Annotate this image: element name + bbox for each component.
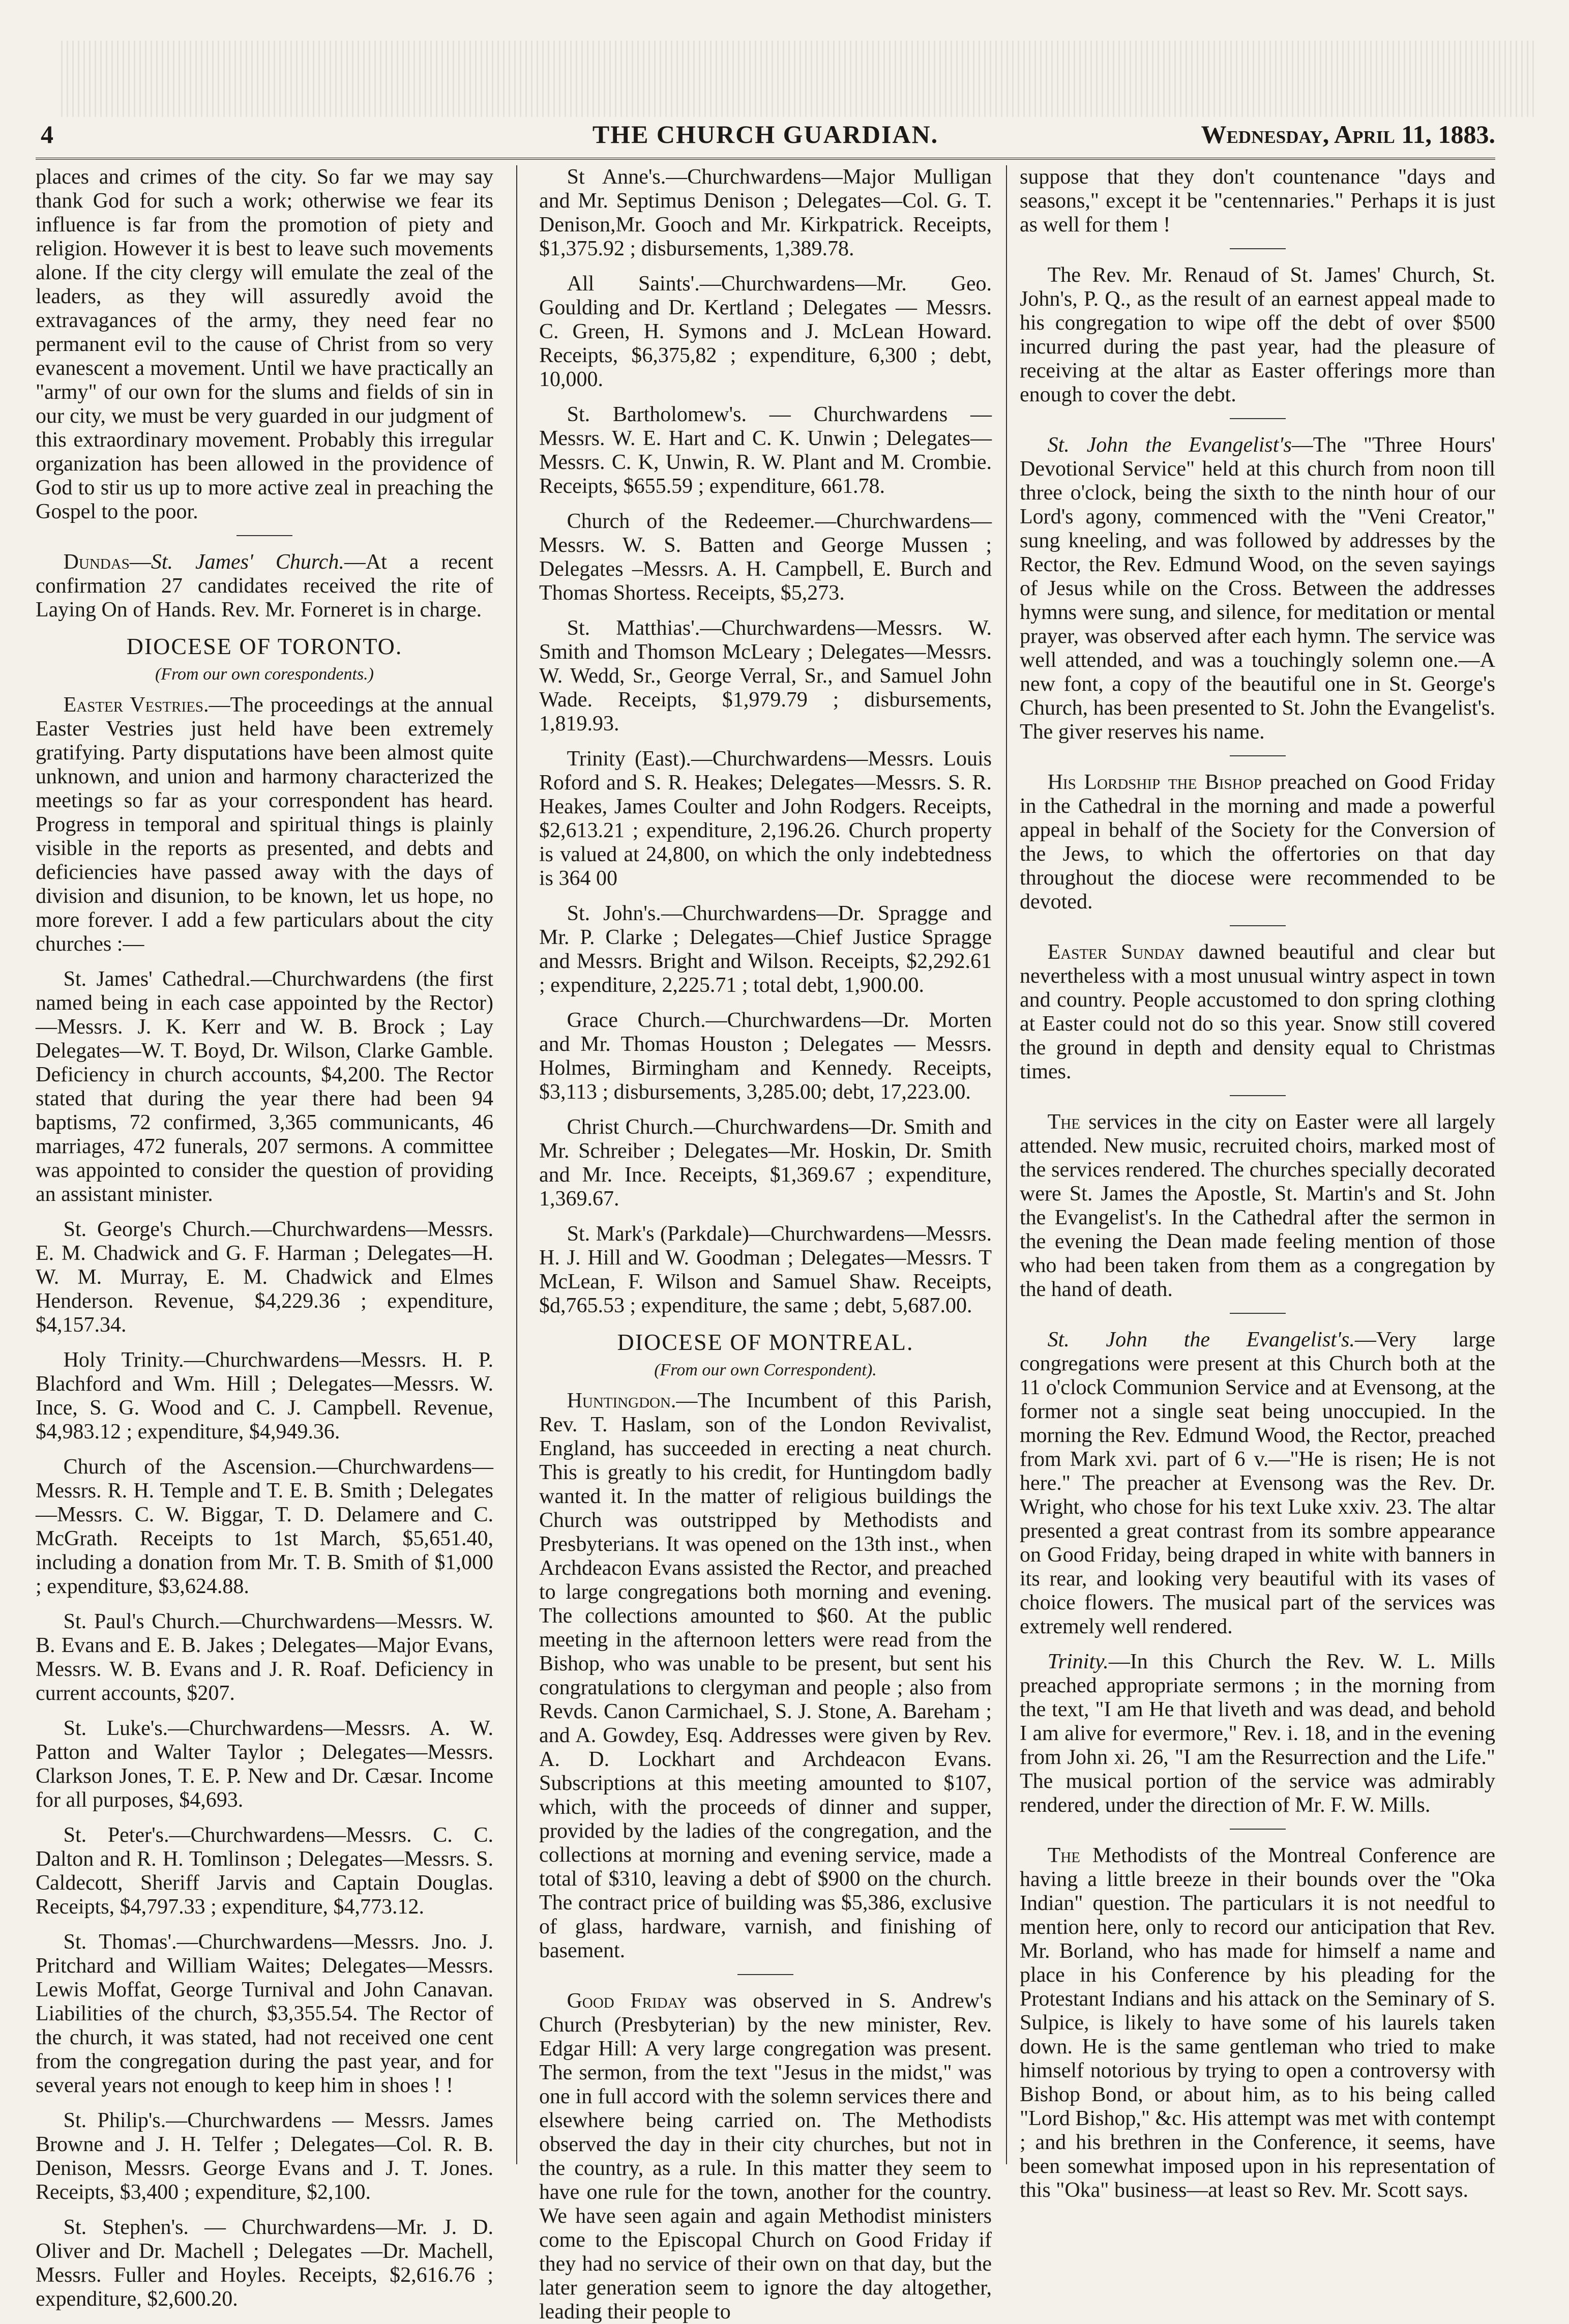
paragraph-three-hours <box>1020 433 1495 744</box>
paragraph-trinity <box>1020 1650 1495 1817</box>
paragraph: St. Stephen's. — Churchwardens—Mr. J. D. Oliver and Dr. Machell ; Delegates —Dr. Machell, Messrs. Fuller and Hoyles. Receipts, $2,616.76 ; expenditure, $2,600.20. <box>36 2216 493 2311</box>
lead-in: Trinity. <box>1047 1650 1109 1673</box>
scan-noise <box>61 41 1536 117</box>
column-divider <box>1006 165 1007 2164</box>
paragraph-easter-vestries <box>36 693 493 956</box>
column-2 <box>539 165 992 2323</box>
paragraph: Church of the Ascension.—Churchwardens—Messrs. R. H. Temple and T. E. B. Smith ; Delegates—Messrs. C. W. Biggar, T. D. Delamere and C. McGrath. Receipts to 1st March, $5,651.40, including a donation from Mr. T. B. Smith of $1,000 ; expenditure, $3,624.88. <box>36 1455 493 1598</box>
paragraph: places and crimes of the city. So far we may say thank God for such a work; otherwise we fear its influence is far from the promotion of piety and religion. However it is best to leave such movements alone. If the city clergy will emulate the zeal of the leaders, as they will assuredly avoid the extravagances of the army, they need fear no permanent evil to the cause of Christ from so very evanescent a movement. Until we have practically an "army" of our own for the slums and fields of sin in our city, we must be very guarded in our judgment of this extraordinary movement. Probably this irregular organization has been allowed in the providence of God to stir us up to more active zeal in preaching the Gospel to the poor. <box>36 165 493 523</box>
paragraph: St. Luke's.—Churchwardens—Messrs. A. W. Patton and Walter Taylor ; Delegates—Messrs. Clarkson Jones, T. E. P. New and Dr. Cæsar. Income for all purposes, $4,693. <box>36 1717 493 1812</box>
newspaper-title: THE CHURCH GUARDIAN. <box>592 120 939 149</box>
separator <box>1230 248 1286 249</box>
paragraph-text: Methodists of the Montreal Conference are having a little breeze in their bounds over the "Oka Indian" question. The particulars it is not needful to mention here, only to record our anticipation that Rev. Mr. Borland, who has made for himself a name and place in his Conference by his pleading for the Protestant Indians and his attack on the Seminary of S. Sulpice, is likely to have some of his laurels taken down. He is the same gentleman who tried to make himself notorious by trying to open a controversy with Bishop Bond, or about him, as to his being called "Lord Bishop," &c. His attempt was met with contempt ; and his brethren in the Conference, it seems, have been somewhat imposed upon in his representation of this "Oka" business—at least so Rev. Mr. Scott says. <box>1020 1844 1495 2202</box>
lead-in: Easter Sunday <box>1047 940 1185 964</box>
separator <box>1230 1095 1286 1096</box>
paragraph: St. Thomas'.—Churchwardens—Messrs. Jno. J. Pritchard and William Waites; Delegates—Messrs. Lewis Moffat, George Turnival and John Canavan. Liabilities of the church, $3,355.54. The Rector of the church, it was stated, had not received one cent from the congregation during the past year, and for several years not enough to keep him in shoes ! ! <box>36 1930 493 2097</box>
paragraph: The Rev. Mr. Renaud of St. James' Church, St. John's, P. Q., as the result of an earnest appeal made to his congregation to wipe off the debt of over $500 incurred during the past year, had the pleasure of receiving at the altar as Easter offerings more than enough to cover the debt. <box>1020 263 1495 406</box>
paragraph-text: dawned beautiful and clear but nevertheless with a most unusual wintry aspect in town and country. People accustomed to don spring clothing at Easter could not do so this year. Snow still covered the ground in depth and density equal to Christmas times. <box>1020 940 1495 1083</box>
column-divider <box>516 165 517 2164</box>
paragraph-text: —Very large congregations were present at this Church both at the 11 o'clock Communion Service and at Evensong, at the former not a single seat being unoccupied. In the morning the Rev. Edmund Wood, the Rector, preached from Mark xvi. part of 6 v.—"He is risen; He is not here." The preacher at Evensong was the Rev. Dr. Wright, who chose for his text Luke xxiv. 23. The altar presented a great contrast from its sombre appearance on Good Friday, being draped in white with banners in its rear, and looking very beautiful with its vases of choice flowers. The musical part of the services was extremely well rendered. <box>1020 1328 1495 1638</box>
paragraph-huntingdon <box>539 1389 992 1963</box>
paragraph: St. Bartholomew's. — Churchwardens — Messrs. W. E. Hart and C. K. Unwin ; Delegates—Messrs. C. K, Unwin, R. W. Plant and M. Crombie. Receipts, $655.59 ; expenditure, 661.78. <box>539 403 992 498</box>
issue-date: Wednesday, April 11, 1883. <box>1201 120 1495 149</box>
paragraph-evangelist <box>1020 1328 1495 1639</box>
section-heading: DIOCESE OF TORONTO. <box>126 633 403 659</box>
paragraph: St. Matthias'.—Churchwardens—Messrs. W. Smith and Thomson McLeary ; Delegates—Messrs. W. Wedd, Sr., George Verral, Sr., and Samuel John Wade. Receipts, $1,979.79 ; disbursements, 1,819.93. <box>539 616 992 736</box>
separator <box>236 535 292 536</box>
lead-in: Easter Vestries. <box>63 693 209 717</box>
separator <box>1230 418 1286 419</box>
paragraph: St. John's.—Churchwardens—Dr. Spragge and Mr. P. Clarke ; Delegates—Chief Justice Spragge and Messrs. Bright and Wilson. Receipts, $2,292.61 ; expenditure, 2,225.71 ; total debt, 1,900.00. <box>539 902 992 997</box>
lead-in: Good Friday <box>567 1989 688 2013</box>
lead-in: St. John the Evangelist's <box>1047 433 1292 457</box>
masthead <box>36 120 1495 155</box>
paragraph: St. Philip's.—Churchwardens — Messrs. James Browne and J. H. Telfer ; Delegates—Col. R. B. Denison, Messrs. George Evans and J. T. Jones. Receipts, $3,400 ; expenditure, $2,100. <box>36 2109 493 2204</box>
paragraph-text: preached on Good Friday in the Cathedral in the morning and made a powerful appeal in behalf of the Society for the Conversion of the Jews, to which the offertories on that day throughout the diocese were recommended to be devoted. <box>1020 771 1495 914</box>
separator <box>1230 755 1286 756</box>
paragraph-services <box>1020 1110 1495 1302</box>
section-heading: DIOCESE OF MONTREAL. <box>617 1329 914 1355</box>
paragraph-text: —The Incumbent of this Parish, Rev. T. Haslam, son of the London Revivalist, England, has succeeded in erecting a neat church. This is greatly to his credit, for Huntingdom badly wanted it. In the matter of religious buildings the Church was outstripped by Methodists and Presbyterians. It was opened on the 13th inst., when Archdeacon Evans assisted the Rector, and preached to large congregations both morning and evening. The collections amounted to $60. At the public meeting in the afternoon letters were read from the Bishop, who was unable to be present, but sent his congratulations to clergyman and people ; also from Revds. Canon Carmichael, S. J. Stone, A. Bareham ; and A. Gowdey, Esq. Addresses were given by Rev. A. D. Lockhart and Archdeacon Evans. Subscriptions at this meeting amounted to $107, which, with the proceeds of dinner and supper, provided by the ladies of the congregation, and the collections at morning and evening service, made a total of $310, leaving a debt of $900 on the church. The contract price of building was $5,386, exclusive of glass, hardware, varnish, and finishing of basement. <box>539 1389 992 1962</box>
lead-in: St. John the Evangelist's. <box>1047 1328 1355 1351</box>
paragraph: St. George's Church.—Churchwardens—Messrs. E. M. Chadwick and G. F. Harman ; Delegates—H. W. M. Murray, E. M. Chadwick and Elmes Henderson. Revenue, $4,229.36 ; expenditure, $4,157.34. <box>36 1218 493 1337</box>
separator <box>1230 1313 1286 1314</box>
header-rule <box>36 158 1495 160</box>
separator <box>1230 925 1286 926</box>
paragraph-text: was observed in S. Andrew's Church (Presbyterian) by the new minister, Rev. Edgar Hill: A very large congregation was present. The sermon, from the text "Jesus in the midst," was one in full accord with the solemn services there and elsewhere being carried on. The Methodists observed the day in their city churches, but not in the country, as a rule. In this matter they seem to have one rule for the town, another for the country. We have seen again and again Methodist ministers come to the Episcopal Church on Good Friday if they had no service of their own on that day, but the later generation seem to ignore the day altogether, leading their people to <box>539 1989 992 2323</box>
column-3 <box>1020 165 1495 2202</box>
paragraph: Christ Church.—Churchwardens—Dr. Smith and Mr. Schreiber ; Delegates—Mr. Hoskin, Dr. Smith and Mr. Ince. Receipts, $1,369.67 ; expenditure, 1,369.67. <box>539 1115 992 1211</box>
paragraph: Trinity (East).—Churchwardens—Messrs. Louis Roford and S. R. Heakes; Delegates—Messrs. S. R. Heakes, James Coulter and John Rodgers. Receipts, $2,613.21 ; expenditure, 2,196.26. Church property is valued at 24,800, on which the only indebtedness is 364 00 <box>539 747 992 890</box>
paragraph: St Anne's.—Churchwardens—Major Mulligan and Mr. Septimus Denison ; Delegates—Col. G. T. Denison,Mr. Gooch and Mr. Kirkpatrick. Receipts, $1,375.92 ; disbursements, 1,389.78. <box>539 165 992 260</box>
section-subheading: (From our own Correspondent). <box>654 1361 877 1379</box>
paragraph: Church of the Redeemer.—Churchwardens—Messrs. W. S. Batten and George Mussen ; Delegates –Messrs. A. H. Campbell, E. Burch and Thomas Shortess. Receipts, $5,273. <box>539 510 992 605</box>
paragraph-bishop <box>1020 771 1495 914</box>
church-name: St. James' Church. <box>151 550 344 574</box>
separator <box>737 1974 793 1975</box>
paragraph: St. Mark's (Parkdale)—Churchwardens—Messrs. H. J. Hill and W. Goodman ; Delegates—Messrs. T McLean, F. Wilson and Samuel Shaw. Receipts, $d,765.53 ; expenditure, the same ; debt, 5,687.00. <box>539 1222 992 1317</box>
paragraph-easter-sunday <box>1020 940 1495 1084</box>
lead-in: His Lordship the Bishop <box>1047 771 1262 794</box>
paragraph-text: —In this Church the Rev. W. L. Mills preached appropriate sermons ; in the morning from the text, "I am He that liveth and was dead, and behold I am alive for evermore," Rev. i. 18, and in the evening from John xi. 26, "I am the Resurrection and the Life." The musical portion of the service was admirably rendered, under the direction of Mr. F. W. Mills. <box>1020 1650 1495 1817</box>
paragraph-text: —The "Three Hours' Devotional Service" held at this church from noon till three o'clock, being the sixth to the ninth hour of our Lord's agony, commenced with the "Veni Creator," sung kneeling, and was followed by addresses by the Rector, the Rev. Edmund Wood, on the seven sayings of Jesus while on the Cross. Between the addresses hymns were sung, and silence, for meditation or mental prayer, was observed after each hymn. The service was well attended, and was a touchingly solemn one.—A new font, a copy of the beautiful one in St. George's Church, has been presented to St. John the Evangelist's. The giver reserves his name. <box>1020 433 1495 744</box>
paragraph: suppose that they don't countenance "days and seasons," except it be "centennaries." Perhaps it is just as well for them ! <box>1020 165 1495 237</box>
lead-in: The <box>1047 1110 1080 1134</box>
paragraph: St. Peter's.—Churchwardens—Messrs. C. C. Dalton and R. H. Tomlinson ; Delegates—Messrs. S. Caldecott, Sheriff Jarvis and Captain Douglas. Receipts, $4,797.33 ; expenditure, $4,773.12. <box>36 1823 493 1919</box>
page-number: 4 <box>41 120 53 149</box>
paragraph: Holy Trinity.—Churchwardens—Messrs. H. P. Blachford and Wm. Hill ; Delegates—Messrs. W. Ince, S. G. Wood and C. J. Campbell. Revenue, $4,983.12 ; expenditure, $4,949.36. <box>36 1348 493 1444</box>
separator <box>1230 1829 1286 1830</box>
paragraph-dundas <box>36 550 493 622</box>
paragraph-text: —At a recent confirmation 27 candidates received the rite of Laying On of Hands. Rev. Mr. Forneret is in charge. <box>36 550 493 622</box>
paragraph-methodists <box>1020 1844 1495 2202</box>
section-subheading: (From our own corespondents.) <box>155 665 374 684</box>
paragraph: St. James' Cathedral.—Churchwardens (the first named being in each case appointed by the Rector) —Messrs. J. K. Kerr and W. B. Brock ; Lay Delegates—W. T. Boyd, Dr. Wilson, Clarke Gamble. Deficiency in church accounts, $4,200. The Rector stated that during the year there had been 94 baptisms, 72 confirmed, 3,365 communicants, 46 marriages, 472 funerals, 207 sermons. A committee was appointed to consider the question of providing an assistant minister. <box>36 967 493 1206</box>
paragraph: St. Paul's Church.—Churchwardens—Messrs. W. B. Evans and E. B. Jakes ; Delegates—Major Evans, Messrs. W. B. Evans and J. R. Roaf. Deficiency in current accounts, $207. <box>36 1610 493 1705</box>
lead-in: Huntingdon. <box>567 1389 676 1413</box>
paragraph-text: —The proceedings at the annual Easter Vestries just held have been extremely gratifying. Party disputations have been almost quite unknown, and union and harmony characterized the meetings so far as your correspondent has heard. Progress in temporal and spiritual things is plainly visible in the reports as presented, and debts and deficiencies have passed away with the days of division and disunion, to be known, let us hope, no more forever. I add a few particulars about the city churches :— <box>36 693 493 956</box>
paragraph-good-friday <box>539 1989 992 2324</box>
paragraph: All Saints'.—Churchwardens—Mr. Geo. Goulding and Dr. Kertland ; Delegates — Messrs. C. Green, H. Symons and J. McLean Howard. Receipts, $6,375,82 ; expenditure, 6,300 ; debt, 10,000. <box>539 272 992 391</box>
column-1 <box>36 165 493 2311</box>
paragraph: Grace Church.—Churchwardens—Dr. Morten and Mr. Thomas Houston ; Delegates — Messrs. Holmes, Birmingham and Kennedy. Receipts, $3,113 ; disbursements, 3,285.00; debt, 17,223.00. <box>539 1009 992 1104</box>
lead-in: Dundas— <box>63 550 151 574</box>
lead-in: The <box>1047 1844 1080 1867</box>
paragraph-text: services in the city on Easter were all largely attended. New music, recruited choirs, marked most of the services rendered. The churches specially decorated were St. James the Apostle, St. Martin's and St. John the Evangelist's. In the Cathedral after the sermon in the evening the Dean made feeling mention of those who had been taken from them as a congregation by the hand of death. <box>1020 1110 1495 1301</box>
